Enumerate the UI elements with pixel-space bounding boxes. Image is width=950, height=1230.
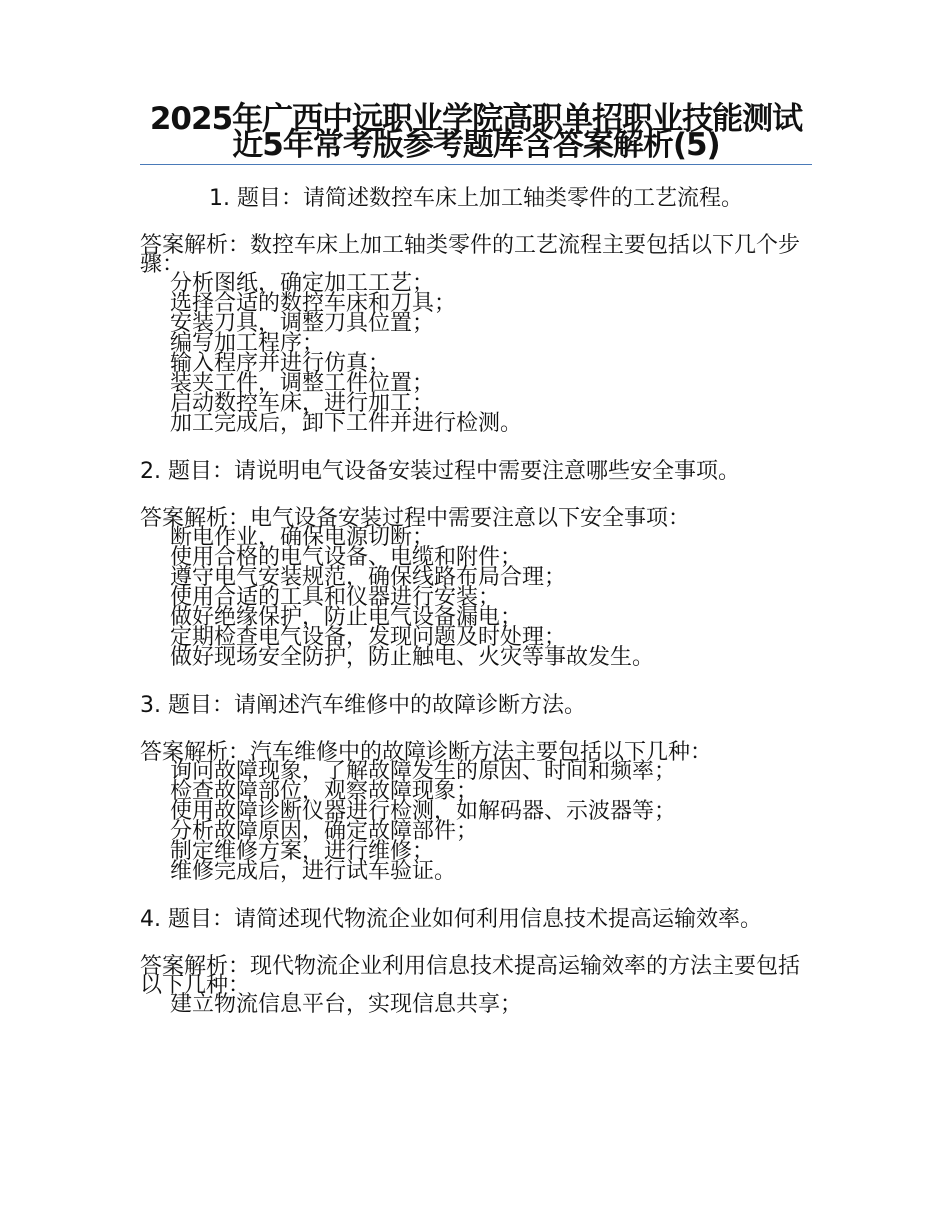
question-4-prompt: 4. 题目：请简述现代物流企业如何利用信息技术提高运输效率。 [140, 907, 762, 932]
answer-step: 选择合适的数控车床和刀具； [170, 291, 457, 316]
answer-step: 分析故障原因，确定故障部件； [170, 819, 479, 844]
answer-step: 使用合格的电气设备、电缆和附件； [170, 545, 523, 570]
answer-1-steps [140, 271, 812, 436]
answer-step: 使用合适的工具和仪器进行安装； [170, 585, 501, 610]
document-page [140, 101, 812, 1017]
answer-step: 安装刀具，调整刀具位置； [170, 311, 435, 336]
answer-step: 断电作业，确保电源切断； [170, 525, 435, 550]
answer-step: 做好现场安全防护，防止触电、火灾等事故发生。 [170, 645, 655, 670]
answer-4-intro: 答案解析：现代物流企业利用信息技术提高运输效率的方法主要包括以下几种： [140, 954, 801, 998]
answer-step: 编写加工程序； [170, 331, 325, 356]
answer-step: 遵守电气安装规范，确保线路布局合理； [170, 565, 567, 590]
answer-step: 维修完成后，进行试车验证。 [170, 859, 457, 884]
question-block-3 [140, 693, 812, 884]
answer-step: 建立物流信息平台，实现信息共享； [170, 992, 523, 1017]
question-3-prompt: 3. 题目：请阐述汽车维修中的故障诊断方法。 [140, 693, 586, 718]
answer-4-steps [140, 992, 812, 1017]
answer-step: 做好绝缘保护，防止电气设备漏电； [170, 605, 523, 630]
answer-2-steps [140, 525, 812, 670]
answer-1-intro: 答案解析：数控车床上加工轴类零件的工艺流程主要包括以下几个步骤： [140, 233, 801, 277]
answer-step: 输入程序并进行仿真； [170, 351, 391, 376]
document-title: 2025年广西中远职业学院高职单招职业技能测试近5年常考版参考题库含答案解析(5) [149, 101, 803, 163]
question-block-4 [140, 907, 812, 1017]
answer-step: 询问故障现象，了解故障发生的原因、时间和频率； [170, 759, 677, 784]
answer-2-intro: 答案解析：电气设备安装过程中需要注意以下安全事项： [140, 506, 691, 531]
answer-step: 定期检查电气设备，发现问题及时处理； [170, 625, 567, 650]
answer-step: 加工完成后，卸下工件并进行检测。 [170, 411, 523, 436]
answer-step: 分析图纸，确定加工工艺； [170, 271, 435, 296]
answer-step: 制定维修方案，进行维修； [170, 839, 435, 864]
question-block-2 [140, 459, 812, 670]
answer-step: 使用故障诊断仪器进行检测，如解码器、示波器等； [170, 799, 677, 824]
title-divider [140, 164, 812, 165]
question-2-prompt: 2. 题目：请说明电气设备安装过程中需要注意哪些安全事项。 [140, 459, 740, 484]
question-1-prompt: 1. 题目：请简述数控车床上加工轴类零件的工艺流程。 [209, 186, 743, 211]
answer-3-intro: 答案解析：汽车维修中的故障诊断方法主要包括以下几种： [140, 740, 713, 765]
answer-step: 检查故障部位，观察故障现象； [170, 779, 479, 804]
answer-step: 装夹工件，调整工件位置； [170, 371, 435, 396]
answer-step: 启动数控车床，进行加工； [170, 391, 435, 416]
question-block-1 [140, 186, 812, 436]
answer-3-steps [140, 759, 812, 884]
